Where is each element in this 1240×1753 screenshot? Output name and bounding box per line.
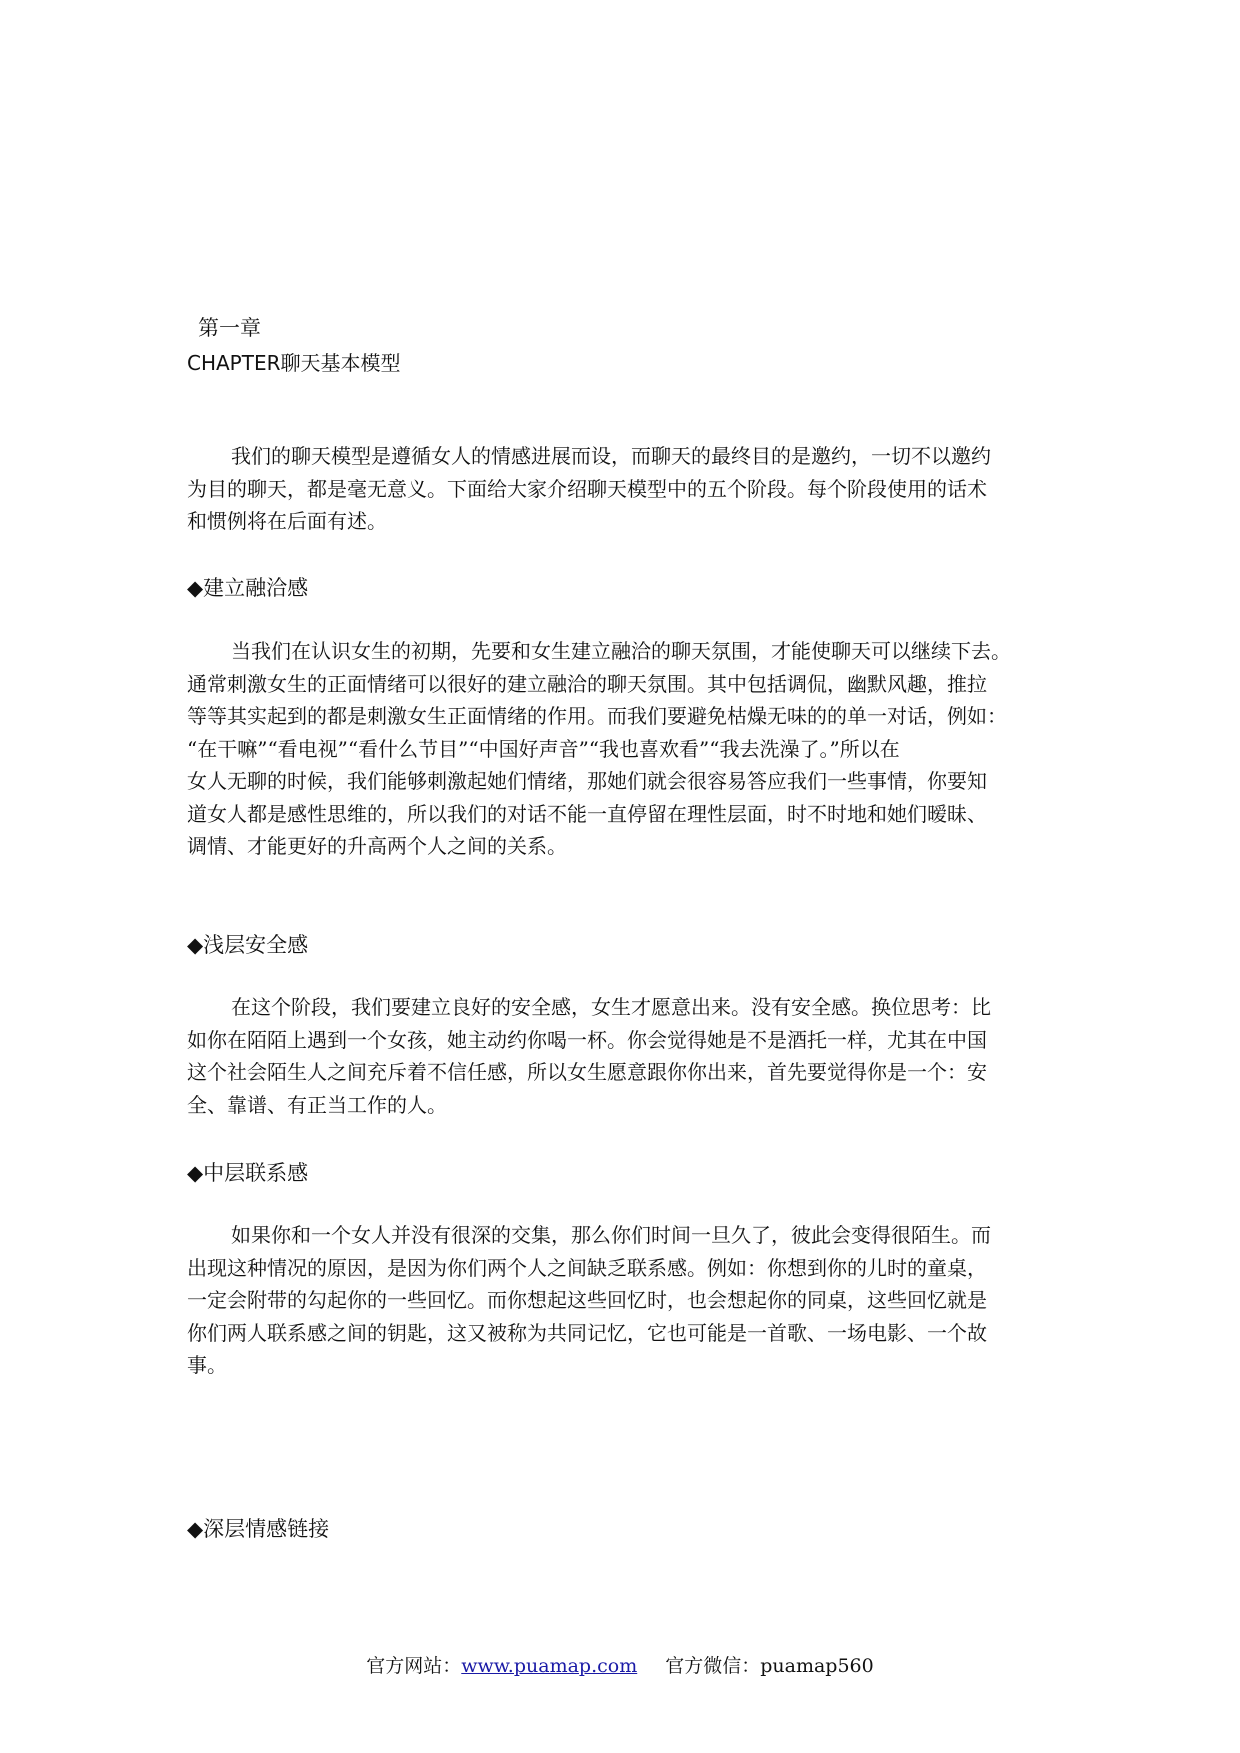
section-paragraph-safety — [187, 991, 1067, 1121]
paragraph-line: 事。 — [187, 1353, 227, 1377]
section-paragraph-rapport — [187, 635, 1067, 863]
section-heading-safety: ◆浅层安全感 — [187, 933, 309, 957]
paragraph-line: 等等其实起到的都是刺激女生正面情绪的作用。而我们要避免枯燥无味的的单一对话，例如： — [187, 704, 1007, 728]
footer-wechat-label: 官方微信： — [665, 1655, 761, 1677]
section-heading-connection: ◆中层联系感 — [187, 1161, 309, 1185]
chapter-label: 第一章 — [198, 316, 261, 340]
paragraph-line: 和惯例将在后面有述。 — [187, 509, 387, 533]
paragraph-line: 如果你和一个女人并没有很深的交集，那么你们时间一旦久了，彼此会变得很陌生。而 — [231, 1223, 991, 1247]
paragraph-line: 我们的聊天模型是遵循女人的情感进展而设，而聊天的最终目的是邀约，一切不以邀约 — [231, 444, 991, 468]
paragraph-line: 这个社会陌生人之间充斥着不信任感，所以女生愿意跟你你出来，首先要觉得你是一个：安 — [187, 1060, 987, 1084]
page-footer — [0, 1651, 1240, 1678]
paragraph-line: 全、靠谱、有正当工作的人。 — [187, 1092, 447, 1117]
section-heading-rapport: ◆建立融洽感 — [187, 576, 309, 600]
footer-wechat-id: puamap560 — [760, 1655, 874, 1677]
section-heading-deep-emotion: ◆深层情感链接 — [187, 1517, 330, 1541]
paragraph-line: 你们两人联系感之间的钥匙，这又被称为共同记忆，它也可能是一首歌、一场电影、一个故 — [187, 1320, 987, 1345]
paragraph-line: 女人无聊的时候，我们能够刺激起她们情绪，那她们就会很容易答应我们一些事情，你要知 — [187, 769, 987, 793]
paragraph-line: “在干嘛”“看电视”“看什么节目”“中国好声音”“我也喜欢看”“我去洗澡了。”所以在 — [187, 736, 900, 761]
chapter-title: CHAPTER聊天基本模型 — [187, 351, 401, 375]
paragraph-line: 在这个阶段，我们要建立良好的安全感，女生才愿意出来。没有安全感。换位思考：比 — [231, 995, 991, 1019]
paragraph-line: 当我们在认识女生的初期，先要和女生建立融洽的聊天氛围，才能使聊天可以继续下去。 — [231, 639, 1011, 663]
footer-site-link[interactable]: www.puamap.com — [461, 1655, 638, 1677]
paragraph-line: 调情、才能更好的升高两个人之间的关系。 — [187, 834, 567, 858]
paragraph-line: 通常刺激女生的正面情绪可以很好的建立融洽的聊天氛围。其中包括调侃，幽默风趣，推拉 — [187, 671, 987, 696]
paragraph-line: 如你在陌陌上遇到一个女孩，她主动约你喝一杯。你会觉得她是不是酒托一样，尤其在中国 — [187, 1027, 987, 1052]
paragraph-line: 道女人都是感性思维的，所以我们的对话不能一直停留在理性层面，时不时地和她们暧昧、 — [187, 801, 987, 826]
paragraph-line: 一定会附带的勾起你的一些回忆。而你想起这些回忆时，也会想起你的同桌，这些回忆就是 — [187, 1288, 987, 1312]
paragraph-line: 为目的聊天，都是毫无意义。下面给大家介绍聊天模型中的五个阶段。每个阶段使用的话术 — [187, 476, 987, 501]
footer-site-label: 官方网站： — [366, 1655, 462, 1677]
intro-paragraph — [187, 440, 1067, 538]
paragraph-line: 出现这种情况的原因，是因为你们两个人之间缺乏联系感。例如：你想到你的儿时的童桌， — [187, 1255, 987, 1280]
section-paragraph-connection — [187, 1219, 1067, 1382]
